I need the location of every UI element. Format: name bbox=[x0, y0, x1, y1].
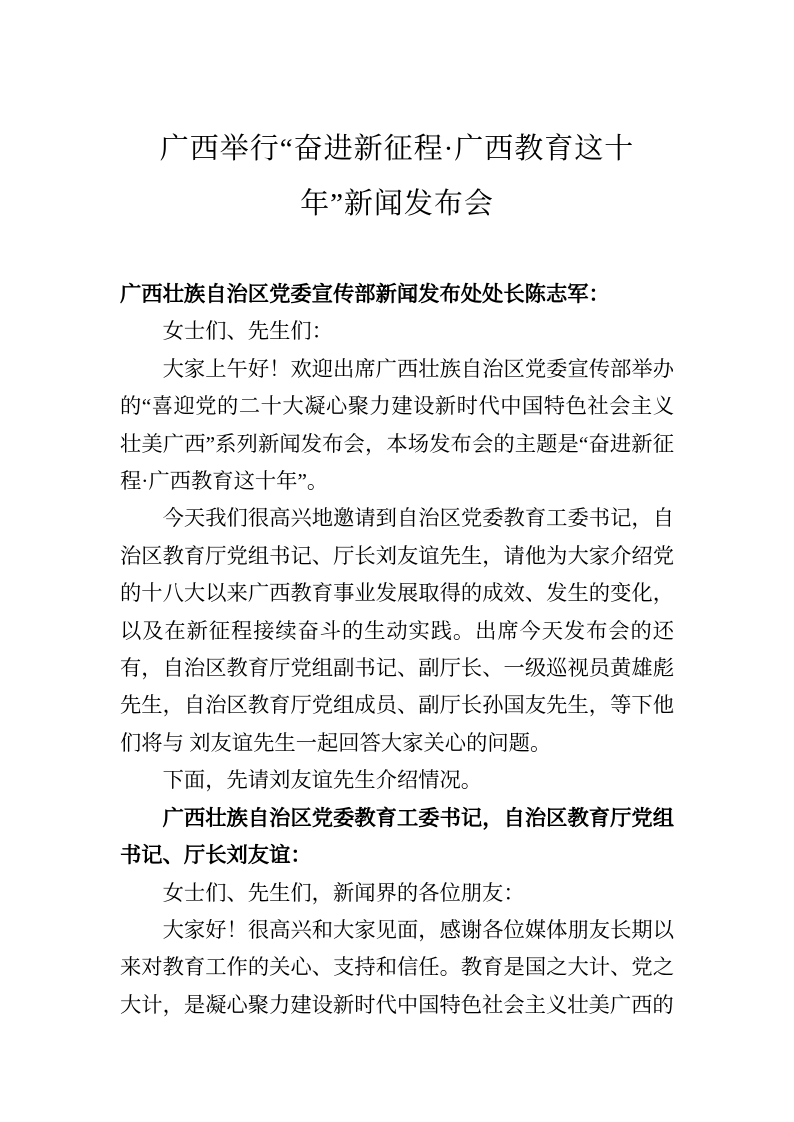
paragraph-welcome: 大家上午好！欢迎出席广西壮族自治区党委宣传部举办的“喜迎党的二十大凝心聚力建设新时代中国特色社会主义壮美广西”系列新闻发布会，本场发布会的主题是“奋进新征程·广西教育这十年”。 bbox=[120, 356, 674, 494]
document-body bbox=[120, 276, 674, 1024]
document-title-line-1: 广西举行“奋进新征程·广西教育这十 bbox=[159, 133, 635, 165]
paragraph-opening-remarks: 大家好！很高兴和大家见面，感谢各位媒体朋友长期以来对教育工作的关心、支持和信任。教育是国之大计、党之大计，是凝心聚力建设新时代中国特色社会主义壮美广西的 bbox=[120, 917, 674, 1017]
paragraph-handover: 下面，先请刘友谊先生介绍情况。 bbox=[162, 768, 483, 793]
document-title bbox=[120, 122, 674, 232]
paragraph-salutation-2: 女士们、先生们，新闻界的各位朋友： bbox=[162, 880, 525, 905]
document-title-line-2: 年”新闻发布会 bbox=[300, 188, 494, 220]
paragraph-introductions: 今天我们很高兴地邀请到自治区党委教育工委书记，自治区教育厅党组书记、厅长刘友谊先生，请他为大家介绍党的十八大以来广西教育事业发展取得的成效、发生的变化， 以及在新征程接续奋斗的生动实践。出席今天发布会的还有，自治区教育厅党组副书记、副厅长、一级巡视员黄雄彪先生，自治区教育厅党组成员、副厅长孙国友先生，等下他们将与 刘友谊先生一起回答大家关心的问题。 bbox=[120, 506, 674, 755]
speaker-heading-liu-youyi: 广西壮族自治区党委教育工委书记，自治区教育厅党组书记、厅长刘友谊： bbox=[120, 805, 674, 868]
speaker-heading-chen-zhijun: 广西壮族自治区党委宣传部新闻发布处处长陈志军： bbox=[120, 282, 610, 306]
paragraph-salutation-1: 女士们、先生们： bbox=[162, 319, 333, 344]
